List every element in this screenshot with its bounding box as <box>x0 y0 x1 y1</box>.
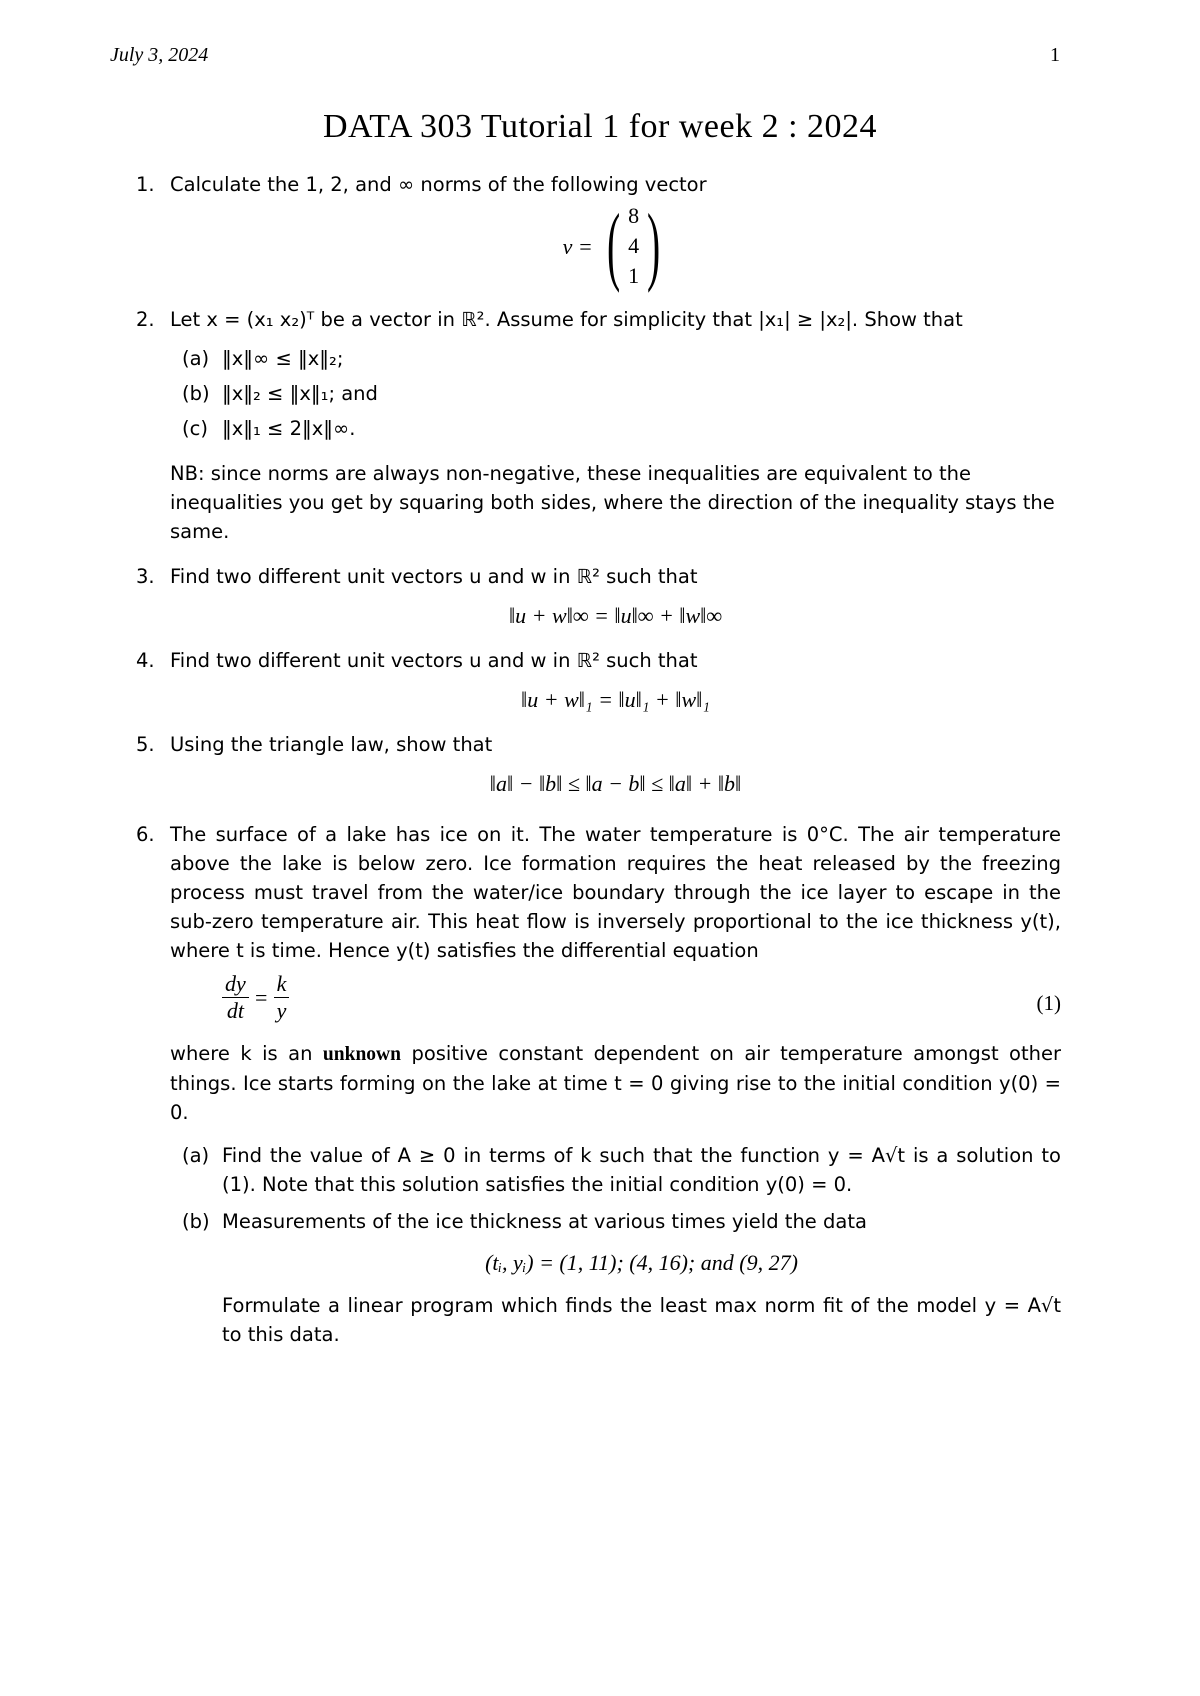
question-text: Calculate the 1, 2, and ∞ norms of the following vector <box>170 173 707 196</box>
question-1 <box>136 170 1061 294</box>
question-text-continued: where k is an unknown positive constant dependent on air temperature amongst other things. Ice starts forming on the lake at time t = 0 giving rise to the initial condition y(0) = 0. <box>170 1042 1062 1124</box>
sub-part <box>170 1141 1061 1199</box>
data-display: (tᵢ, yᵢ) = (1, 11); (4, 16); and (9, 27) <box>485 1250 798 1275</box>
question-text: Find two different unit vectors u and w in ℝ² such that <box>170 649 698 672</box>
sub-part <box>170 414 1061 443</box>
page-number: 1 <box>1050 44 1060 66</box>
question-number: 3. <box>136 565 155 588</box>
sub-part-label: (c) <box>182 417 208 440</box>
question-text: Using the triangle law, show that <box>170 733 493 756</box>
question-text: The surface of a lake has ice on it. The water temperature is 0°C. The air temperature above the lake is below zero. Ice formation requires the heat released by the freezing process must travel from the water/ice boundary through the ice layer to escape in the sub-zero temperature air. This heat flow is inversely proportional to the ice thickness y(t), where t is time. Hence y(t) satisfies the differential equation <box>170 823 1061 962</box>
sub-part-label: (a) <box>182 347 210 370</box>
question-text: Find two different unit vectors u and w in ℝ² such that <box>170 565 698 588</box>
display-equation: ‖u + w‖₁ = ‖u‖₁ + ‖w‖₁ <box>521 687 710 712</box>
vector-display: v = ( 8 4 1 ) <box>562 197 661 294</box>
equation-number: (1) <box>1036 991 1061 1015</box>
sub-part-text-continued: Formulate a linear program which finds the least max norm fit of the model y = A√t to this data. <box>222 1294 1061 1346</box>
question-text: Let x = (x₁ x₂)ᵀ be a vector in ℝ². Assume for simplicity that |x₁| ≥ |x₂|. Show that <box>170 308 963 331</box>
question-note: NB: since norms are always non-negative, these inequalities are equivalent to the inequalities you get by squaring both sides, where the direction of the inequality stays the same. <box>170 462 1055 543</box>
fraction-k-y: $\frac{k}{y}$ <box>274 971 290 1024</box>
vector-lhs: v = <box>562 233 593 259</box>
tutorial-body <box>136 166 1061 1349</box>
question-5 <box>136 730 1061 798</box>
display-equation: ‖u + w‖∞ = ‖u‖∞ + ‖w‖∞ <box>509 603 722 628</box>
vector-entries <box>628 201 639 291</box>
vector-entry: 1 <box>628 263 640 288</box>
question-2 <box>136 305 1061 546</box>
vector-entry: 8 <box>628 203 640 228</box>
fraction-dy-dt: $\frac{dy}{dt}$ <box>222 971 249 1024</box>
question-4 <box>136 646 1061 714</box>
vector-entry: 4 <box>628 233 640 258</box>
sub-part-text: ‖x‖∞ ≤ ‖x‖₂; <box>222 347 344 370</box>
question-number: 6. <box>136 823 155 846</box>
question-number: 1. <box>136 173 155 196</box>
question-number: 4. <box>136 649 155 672</box>
equals-sign: = <box>254 985 268 1010</box>
sub-part <box>170 379 1061 408</box>
document-title: DATA 303 Tutorial 1 for week 2 : 2024 <box>322 108 878 145</box>
display-equation: ‖a‖ − ‖b‖ ≤ ‖a − b‖ ≤ ‖a‖ + ‖b‖ <box>489 771 742 796</box>
sub-part-label: (b) <box>182 1210 210 1233</box>
differential-equation <box>170 971 1061 1035</box>
header-date: July 3, 2024 <box>110 44 209 66</box>
sub-part <box>170 1207 1061 1349</box>
sub-part <box>170 344 1061 373</box>
sub-part-text: Find the value of A ≥ 0 in terms of k such that the function y = A√t is a solution to (1). Note that this solution satisfies the initial condition y(0) = 0. <box>222 1144 1061 1196</box>
sub-part-label: (a) <box>182 1144 210 1167</box>
bold-word: unknown <box>322 1044 401 1065</box>
question-3 <box>136 562 1061 630</box>
sub-part-text: ‖x‖₁ ≤ 2‖x‖∞. <box>222 417 356 440</box>
question-number: 2. <box>136 308 155 331</box>
question-number: 5. <box>136 733 155 756</box>
sub-part-text: Measurements of the ice thickness at various times yield the data <box>222 1210 867 1233</box>
sub-part-text: ‖x‖₂ ≤ ‖x‖₁; and <box>222 382 378 405</box>
sub-part-label: (b) <box>182 382 210 405</box>
question-6 <box>136 820 1061 1349</box>
